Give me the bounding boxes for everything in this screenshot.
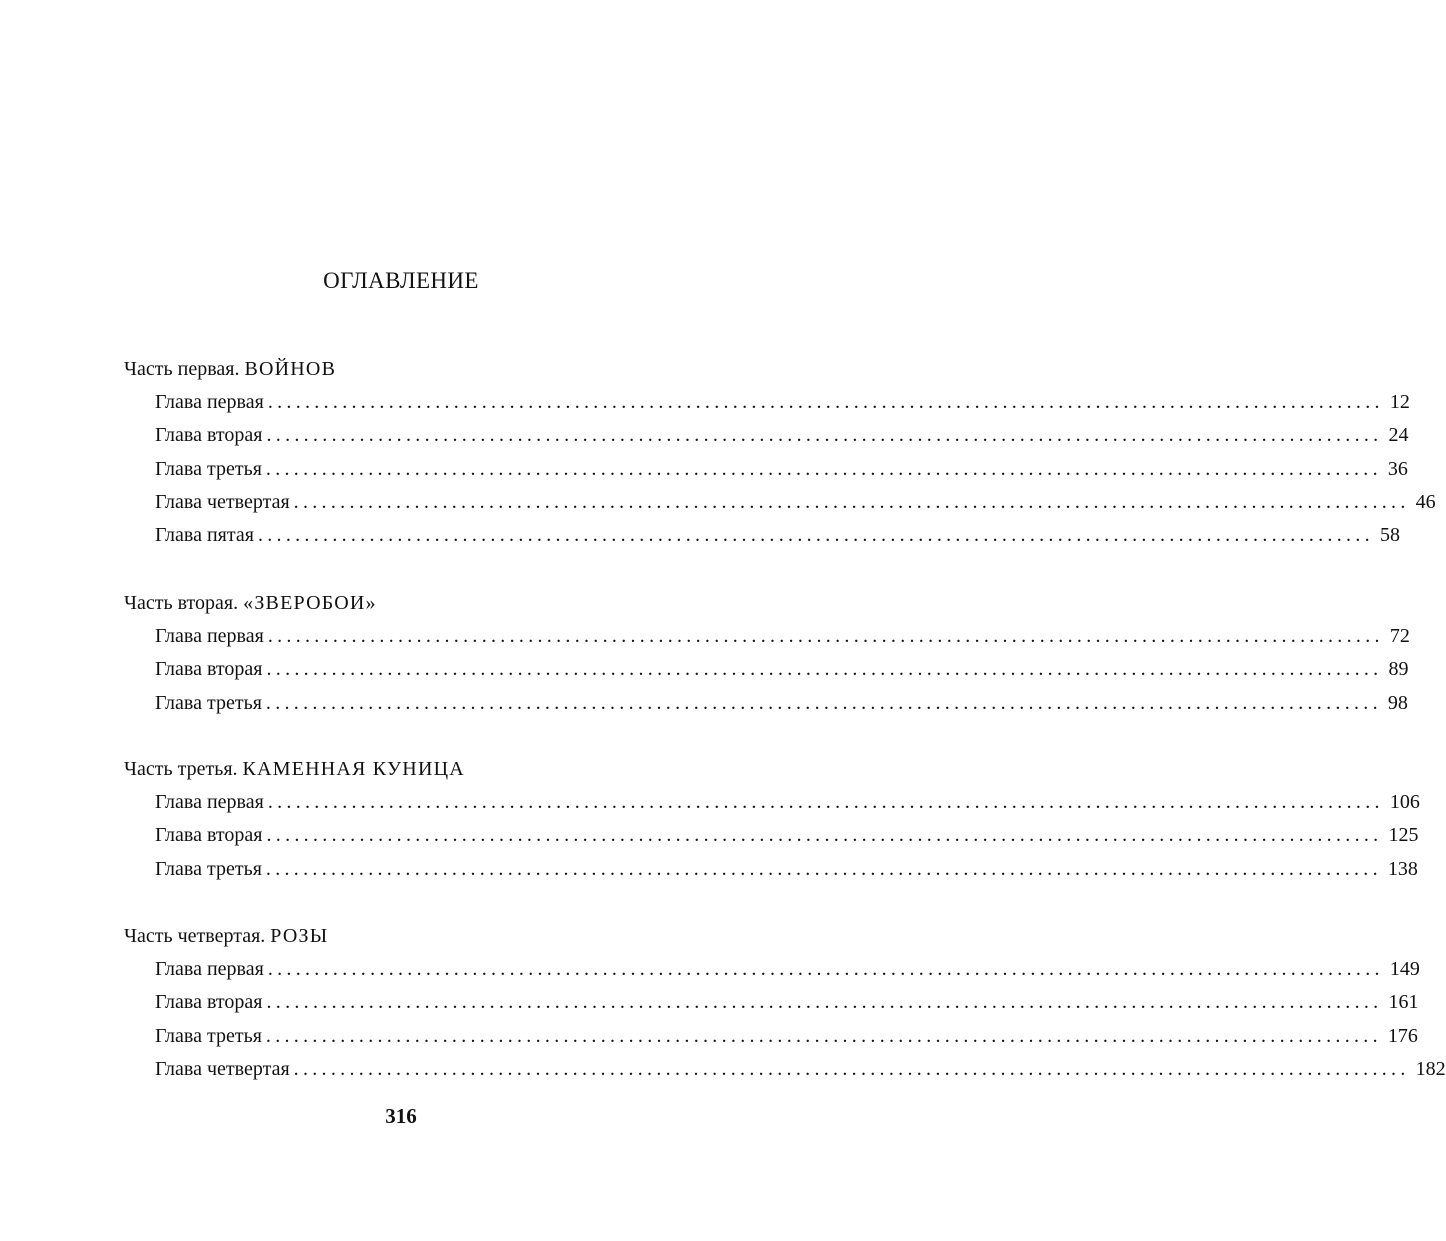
chapter-page-number: 106 xyxy=(1389,791,1420,813)
part-heading xyxy=(124,586,675,620)
dot-leader: ........................................................................................................................ xyxy=(267,958,1384,980)
toc-part-3 xyxy=(124,752,1420,886)
chapter-title: Глава первая xyxy=(155,958,264,980)
dot-leader: ........................................................................................................................ xyxy=(293,490,1410,513)
toc-entry[interactable] xyxy=(155,419,1409,452)
chapter-page-number: 36 xyxy=(1387,457,1408,480)
dot-leader: ........................................................................................................................ xyxy=(266,824,1383,847)
chapter-page-number: 12 xyxy=(1389,391,1410,413)
chapter-title: Глава вторая xyxy=(155,991,263,1014)
chapter-title: Глава четвертая xyxy=(155,490,290,513)
chapter-page-number: 46 xyxy=(1415,490,1436,513)
chapter-page-number: 24 xyxy=(1388,424,1409,447)
page-number: 316 xyxy=(385,1104,417,1128)
part-heading xyxy=(124,352,675,386)
toc-entry[interactable] xyxy=(155,1020,1418,1053)
chapter-page-number: 182 xyxy=(1415,1057,1446,1080)
dot-leader: ........................................................................................................................ xyxy=(266,658,1383,681)
chapter-title: Глава первая xyxy=(155,391,264,413)
part-label: Часть третья. xyxy=(124,758,238,780)
chapter-title: Глава третья xyxy=(155,457,262,480)
toc-entry[interactable] xyxy=(155,620,1410,653)
chapter-title: Глава вторая xyxy=(155,824,263,847)
toc-entry[interactable] xyxy=(155,819,1419,852)
part-label: Часть четвертая. xyxy=(124,925,266,947)
chapter-title: Глава четвертая xyxy=(155,1057,290,1080)
toc-entry[interactable] xyxy=(155,453,1408,486)
chapter-page-number: 89 xyxy=(1388,658,1409,681)
dot-leader: ........................................................................................................................ xyxy=(293,1057,1410,1080)
chapter-title: Глава первая xyxy=(155,791,264,813)
toc-entry[interactable] xyxy=(155,486,1436,519)
chapter-page-number: 125 xyxy=(1388,824,1419,847)
dot-leader: ........................................................................................................................ xyxy=(267,391,1384,413)
chapter-page-number: 149 xyxy=(1389,958,1420,980)
chapter-page-number: 161 xyxy=(1388,991,1419,1014)
part-name: РОЗЫ xyxy=(270,925,329,947)
toc-entry[interactable] xyxy=(155,687,1408,720)
dot-leader: ........................................................................................................................ xyxy=(257,524,1374,547)
toc-entry[interactable] xyxy=(155,386,1410,419)
chapter-page-number: 138 xyxy=(1387,857,1418,880)
toc-part-4 xyxy=(124,919,1446,1086)
dot-leader: ........................................................................................................................ xyxy=(265,457,1382,480)
part-heading xyxy=(124,752,675,786)
part-heading xyxy=(124,919,675,953)
chapter-page-number: 72 xyxy=(1389,625,1410,647)
chapter-title: Глава вторая xyxy=(155,658,263,681)
part-label: Часть первая. xyxy=(124,358,240,380)
part-name: «ЗВЕРОБОИ» xyxy=(243,592,377,614)
toc-entry[interactable] xyxy=(155,953,1420,986)
chapter-title: Глава вторая xyxy=(155,424,263,447)
dot-leader: ........................................................................................................................ xyxy=(267,625,1384,647)
chapter-title: Глава первая xyxy=(155,625,264,647)
part-label: Часть вторая. xyxy=(124,592,239,614)
chapter-title: Глава третья xyxy=(155,857,262,880)
toc-part-2 xyxy=(124,586,1410,720)
toc-entry[interactable] xyxy=(155,986,1419,1019)
chapter-page-number: 98 xyxy=(1387,691,1408,714)
chapter-title: Глава третья xyxy=(155,1024,262,1047)
page-title: ОГЛАВЛЕНИЕ xyxy=(323,268,479,293)
toc-entry[interactable] xyxy=(155,853,1418,886)
chapter-page-number: 58 xyxy=(1379,524,1400,547)
dot-leader: ........................................................................................................................ xyxy=(266,991,1383,1014)
part-name: ВОЙНОВ xyxy=(244,358,337,380)
toc-entry[interactable] xyxy=(155,653,1409,686)
toc-entry[interactable] xyxy=(155,786,1420,819)
chapter-title: Глава пятая xyxy=(155,524,254,547)
toc-part-1 xyxy=(124,352,1436,552)
dot-leader: ........................................................................................................................ xyxy=(267,791,1384,813)
dot-leader: ........................................................................................................................ xyxy=(265,691,1382,714)
chapter-title: Глава третья xyxy=(155,691,262,714)
chapter-page-number: 176 xyxy=(1387,1024,1418,1047)
dot-leader: ........................................................................................................................ xyxy=(266,424,1383,447)
toc-entry[interactable] xyxy=(155,1053,1446,1086)
dot-leader: ........................................................................................................................ xyxy=(265,857,1382,880)
part-name: КАМЕННАЯ КУНИЦА xyxy=(242,758,465,780)
dot-leader: ........................................................................................................................ xyxy=(265,1024,1382,1047)
toc-entry[interactable] xyxy=(155,519,1400,552)
